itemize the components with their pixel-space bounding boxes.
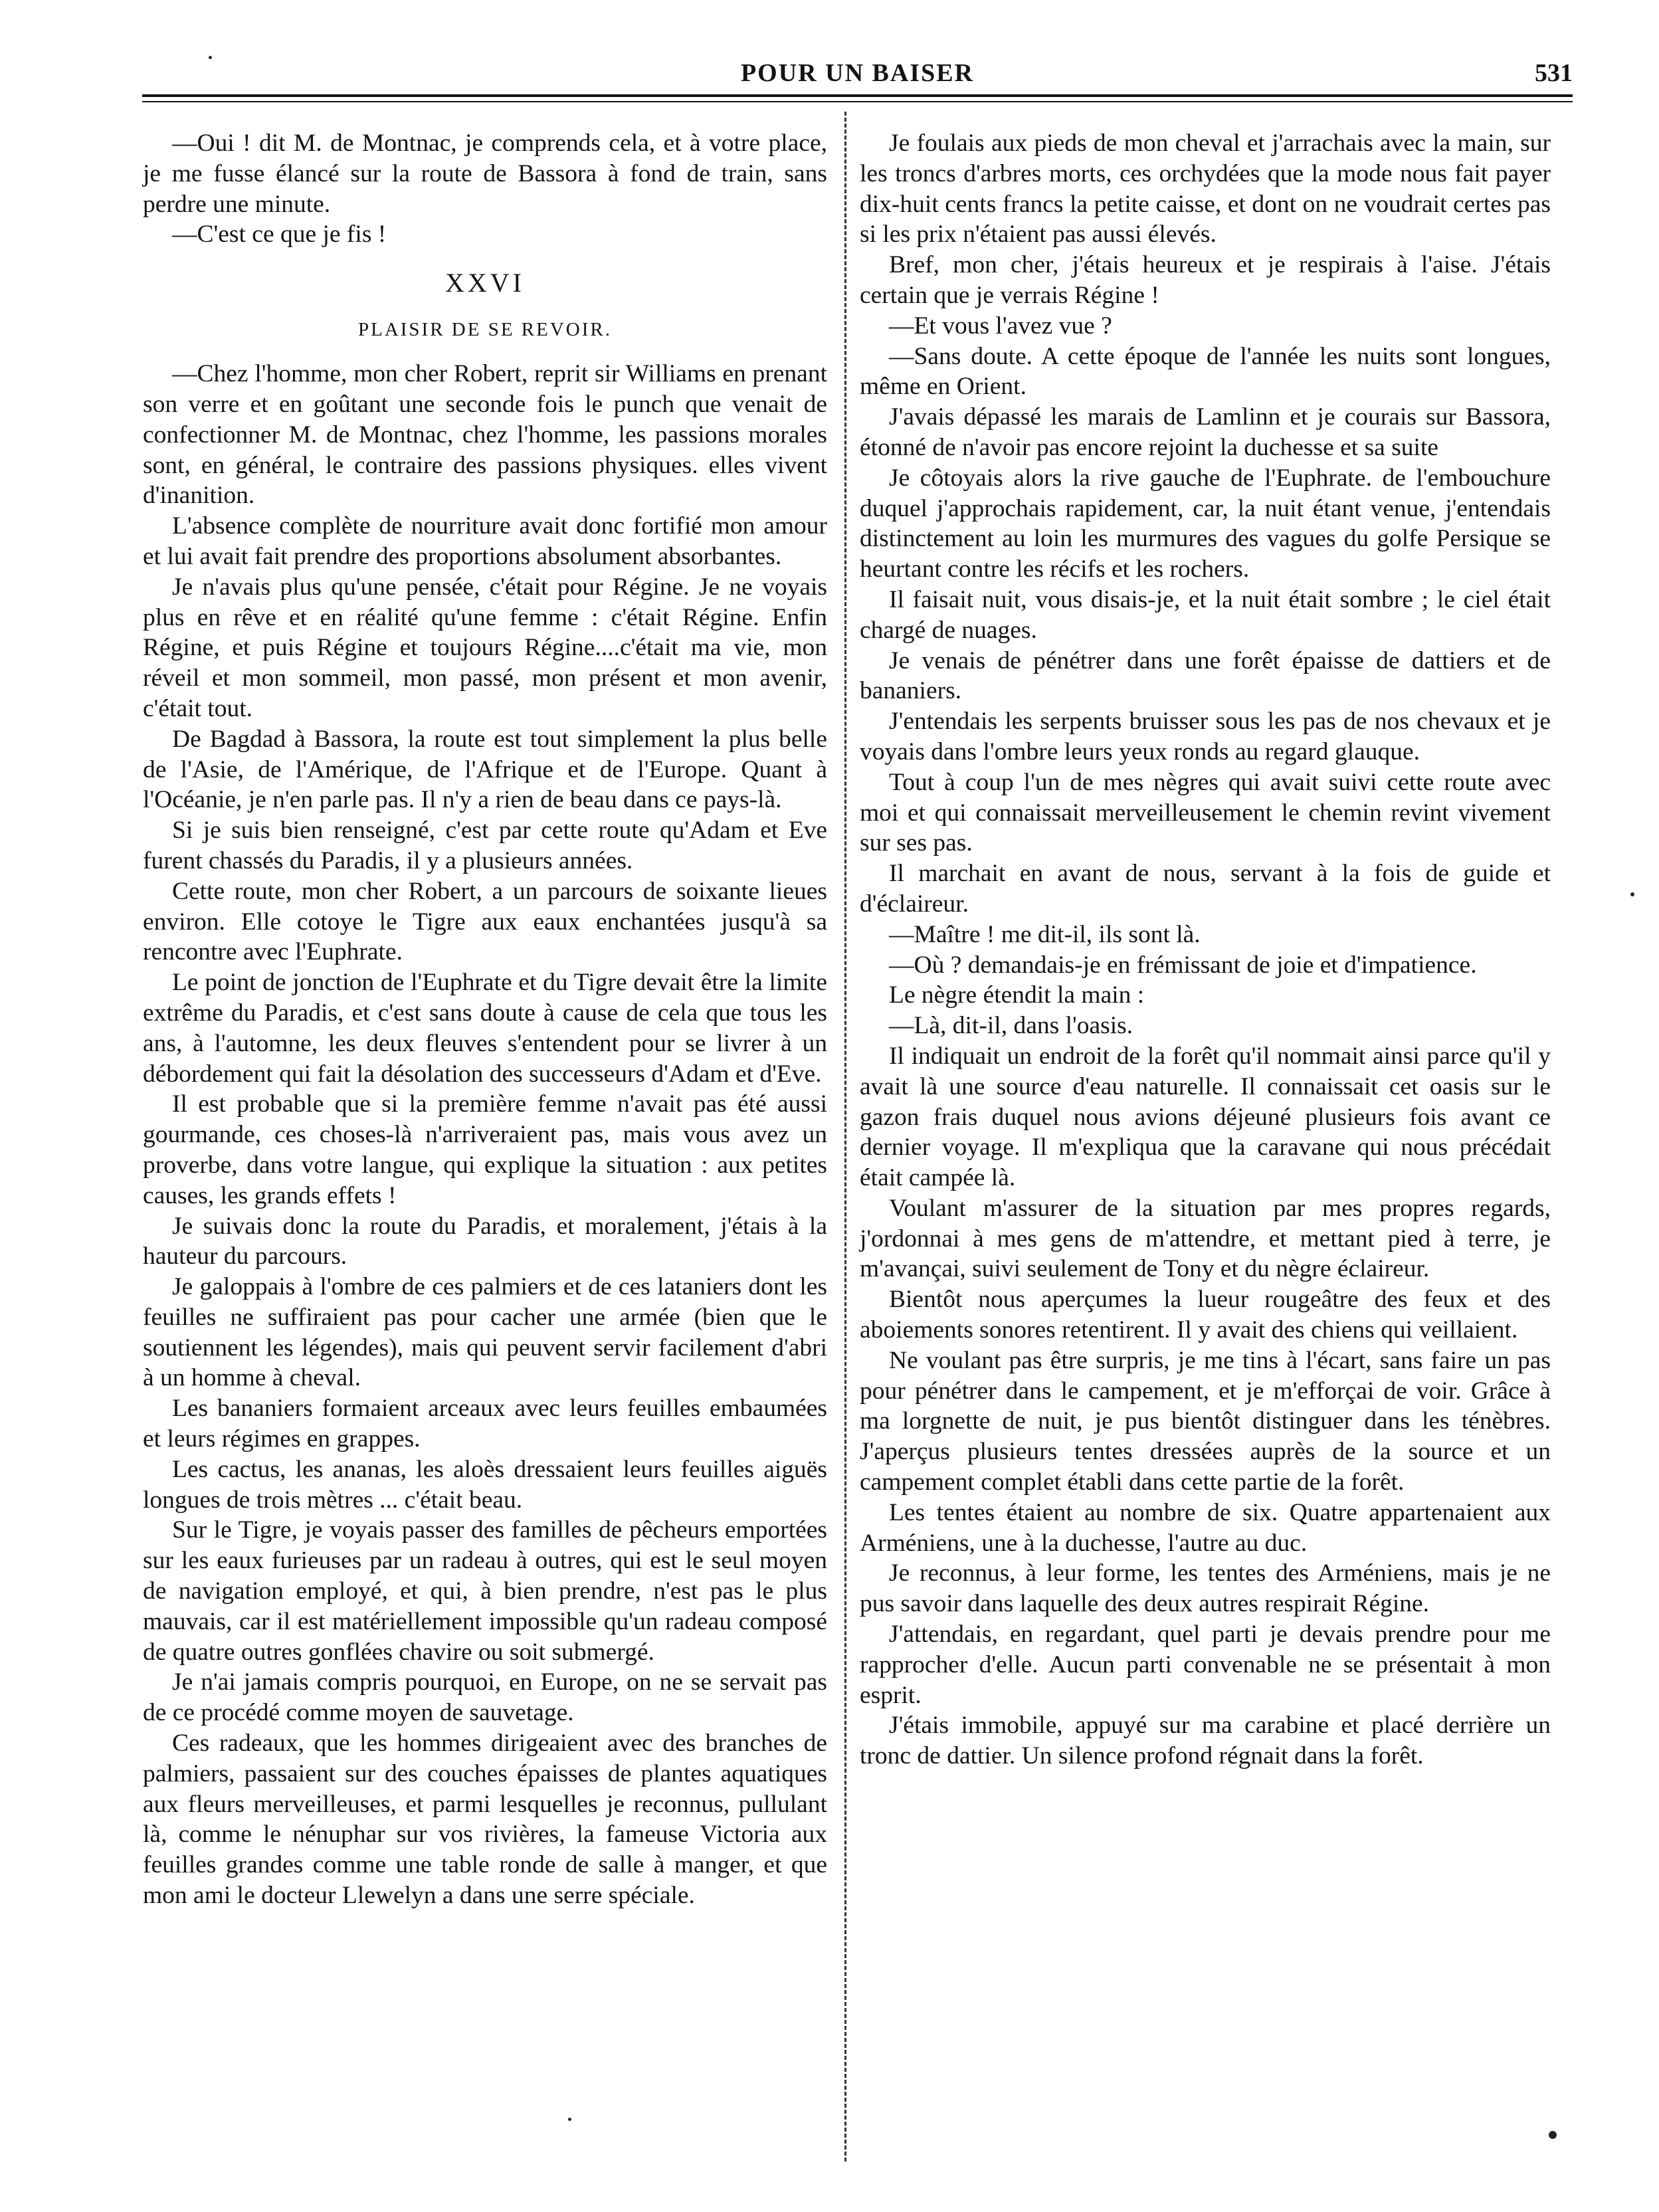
paragraph: Je galoppais à l'ombre de ces palmiers et de ces lataniers dont les feuilles ne suffiraient pas pour cacher une armée (bien que le soutiennent les légendes), mais qui peuvent servir facilement d'abri à un homme à cheval. (143, 1273, 827, 1392)
paragraph: Bientôt nous aperçumes la lueur rougeâtre des feux et des aboiements sonores retentirent. Il y avait des chiens qui veillaient. (860, 1286, 1551, 1344)
paragraph: —Maître ! me dit-il, ils sont là. (889, 920, 1201, 948)
paragraph: Je venais de pénétrer dans une forêt épaisse de dattiers et de bananiers. (860, 647, 1551, 705)
paragraph: —Sans doute. A cette époque de l'année les nuits sont longues, même en Orient. (860, 342, 1551, 401)
paragraph: De Bagdad à Bassora, la route est tout simplement la plus belle de l'Asie, de l'Amérique, de l'Afrique et de l'Europe. Quant à l'Océanie, je n'en parle pas. Il n'y a rien de beau dans ce pays-là. (143, 725, 827, 814)
paragraph: Il indiquait un endroit de la forêt qu'il nommait ainsi parce qu'il y avait là une source d'eau naturelle. Il connaissait cet oasis sur le gazon frais duquel nous avions déjeuné plusieurs fois avant ce dernier voyage. Il m'expliqua que la caravane qui nous précédait était campée là. (860, 1042, 1551, 1192)
paragraph: Les tentes étaient au nombre de six. Quatre appartenaient aux Arméniens, une à la duchesse, l'autre au duc. (860, 1498, 1551, 1557)
running-head (142, 58, 1573, 97)
paragraph: —Oui ! dit M. de Montnac, je comprends cela, et à votre place, je me fusse élancé sur la route de Bassora à fond de train, sans perdre une minute. (143, 130, 827, 218)
paragraph: J'avais dépassé les marais de Lamlinn et je courais sur Bassora, étonné de n'avoir pas encore rejoint la duchesse et sa suite (860, 403, 1551, 461)
header-rule-thick (142, 94, 1573, 97)
paragraph: J'entendais les serpents bruisser sous les pas de nos chevaux et je voyais dans l'ombre leurs yeux ronds au regard glauque. (860, 708, 1551, 765)
paragraph: Le nègre étendit la main : (889, 981, 1145, 1009)
running-title: POUR UN BAISER (740, 59, 975, 87)
paragraph: Bref, mon cher, j'étais heureux et je respirais à l'aise. J'étais certain que je verrais Régine ! (860, 251, 1551, 309)
print-speck (1549, 2131, 1557, 2139)
page-number: 531 (1535, 59, 1573, 87)
left-column (143, 128, 827, 1911)
print-speck (568, 2118, 571, 2121)
paragraph: Je n'ai jamais compris pourquoi, en Europe, on ne se servait pas de ce procédé comme moyen de sauvetage. (143, 1668, 827, 1727)
paragraph: J'étais immobile, appuyé sur ma carabine et placé derrière un tronc de dattier. Un silence profond régnait dans la forêt. (860, 1712, 1551, 1770)
paragraph: Je côtoyais alors la rive gauche de l'Euphrate. de l'embouchure duquel j'approchais rapidement, car, la nuit étant venue, j'entendais distinctement au loin les murmures des vagues du golfe Persique se heurtant contre les récifs et les rochers. (860, 464, 1551, 583)
column-divider (844, 112, 846, 2162)
chapter-number: XXVI (445, 268, 525, 298)
paragraph: Le point de jonction de l'Euphrate et du Tigre devait être la limite extrême du Paradis, et c'est sans doute à cause de cela que tous les ans, à l'automne, les deux fleuves s'entendent pour se livrer à un débordement qui fait la désolation des successeurs d'Adam et d'Eve. (143, 969, 827, 1088)
header-rule-thin (142, 101, 1573, 102)
paragraph: Ne voulant pas être surpris, je me tins à l'écart, sans faire un pas pour pénétrer dans le campement, et je m'efforçai de voir. Grâce à ma lorgnette de nuit, je pus bientôt distinguer dans les ténèbres. J'aperçus plusieurs tentes dressées auprès de la source et un campement complet établi dans cette partie de la forêt. (860, 1346, 1551, 1496)
paragraph: —Et vous l'avez vue ? (889, 312, 1112, 340)
paragraph: —Où ? demandais-je en frémissant de joie et d'impatience. (889, 951, 1477, 979)
paragraph: Je n'avais plus qu'une pensée, c'était pour Régine. Je ne voyais plus en rêve et en réalité qu'une femme : c'était Régine. Enfin Régine, et puis Régine et toujours Régine....c'était ma vie, mon réveil et mon sommeil, mon passé, mon présent et mon avenir, c'était tout. (143, 573, 827, 722)
paragraph: Si je suis bien renseigné, c'est par cette route qu'Adam et Eve furent chassés du Paradis, il y a plusieurs années. (143, 817, 827, 874)
paragraph: Tout à coup l'un de mes nègres qui avait suivi cette route avec moi et qui connaissait merveilleusement le chemin revint vivement sur ses pas. (860, 768, 1551, 857)
paragraph: Il marchait en avant de nous, servant à la fois de guide et d'éclaireur. (860, 860, 1551, 918)
paragraph: —Chez l'homme, mon cher Robert, reprit sir Williams en prenant son verre et en goûtant une seconde fois le punch que venait de confectionner M. de Montnac, chez l'homme, les passions morales sont, en général, le contraire des passions physiques. elles vivent d'inanition. (143, 360, 827, 510)
paragraph: —C'est ce que je fis ! (172, 221, 387, 249)
paragraph: J'attendais, en regardant, quel parti je devais prendre pour me rapprocher d'elle. Aucun parti convenable ne se présentait à mon esprit. (860, 1621, 1551, 1709)
print-speck (209, 56, 212, 59)
chapter-title: PLAISIR DE SE REVOIR. (357, 319, 612, 341)
paragraph: —Là, dit-il, dans l'oasis. (889, 1012, 1133, 1040)
paragraph: Les cactus, les ananas, les aloès dressaient leurs feuilles aiguës longues de trois mètres ... c'était beau. (143, 1455, 827, 1514)
paragraph: Voulant m'assurer de la situation par mes propres regards, j'ordonnai à mes gens de m'attendre, et mettant pied à terre, je m'avançai, suivi seulement de Tony et du nègre éclaireur. (860, 1194, 1551, 1283)
paragraph: Les bananiers formaient arceaux avec leurs feuilles embaumées et leurs régimes en grappes. (143, 1395, 827, 1453)
right-column (860, 128, 1551, 1771)
paragraph: Ces radeaux, que les hommes dirigeaient avec des branches de palmiers, passaient sur des couches épaisses de plantes aquatiques aux fleurs merveilleuses, et parmi lesquelles je reconnus, pullulant là, comme le nénuphar sur vos rivières, la fameuse Victoria aux feuilles grandes comme une table ronde de salle à manger, et que mon ami le docteur Llewelyn a dans une serre spéciale. (143, 1730, 827, 1910)
paragraph: Je suivais donc la route du Paradis, et moralement, j'étais à la hauteur du parcours. (143, 1212, 827, 1270)
paragraph: Je foulais aux pieds de mon cheval et j'arrachais avec la main, sur les troncs d'arbres morts, ces orchydées que la mode nous fait payer dix-huit cents francs la petite caisse, et dont on ne voudrait certes pas si les prix n'étaient pas aussi élevés. (860, 130, 1551, 249)
print-speck (1630, 892, 1634, 896)
paragraph: Je reconnus, à leur forme, les tentes des Arméniens, mais je ne pus savoir dans laquelle des deux autres respirait Régine. (860, 1559, 1551, 1618)
paragraph: Sur le Tigre, je voyais passer des familles de pêcheurs emportées sur les eaux furieuses par un radeau à outres, qui est le seul moyen de navigation employé, et qui, à bien prendre, n'est pas le plus mauvais, car il est matériellement impossible qu'un radeau composé de quatre outres gonflées chavire ou soit submergé. (143, 1516, 827, 1666)
paragraph: L'absence complète de nourriture avait donc fortifié mon amour et lui avait fait prendre des proportions absolument absorbantes. (143, 512, 827, 570)
paragraph: Cette route, mon cher Robert, a un parcours de soixante lieues environ. Elle cotoye le Tigre aux eaux enchantées jusqu'à sa rencontre avec l'Euphrate. (143, 877, 827, 966)
paragraph: Il est probable que si la première femme n'avait pas été aussi gourmande, ces choses-là n'arriveraient pas, mais vous avez un proverbe, dans votre langue, qui explique la situation : aux petites causes, les grands effets ! (143, 1090, 827, 1209)
paragraph: Il faisait nuit, vous disais-je, et la nuit était sombre ; le ciel était chargé de nuages. (860, 585, 1551, 644)
